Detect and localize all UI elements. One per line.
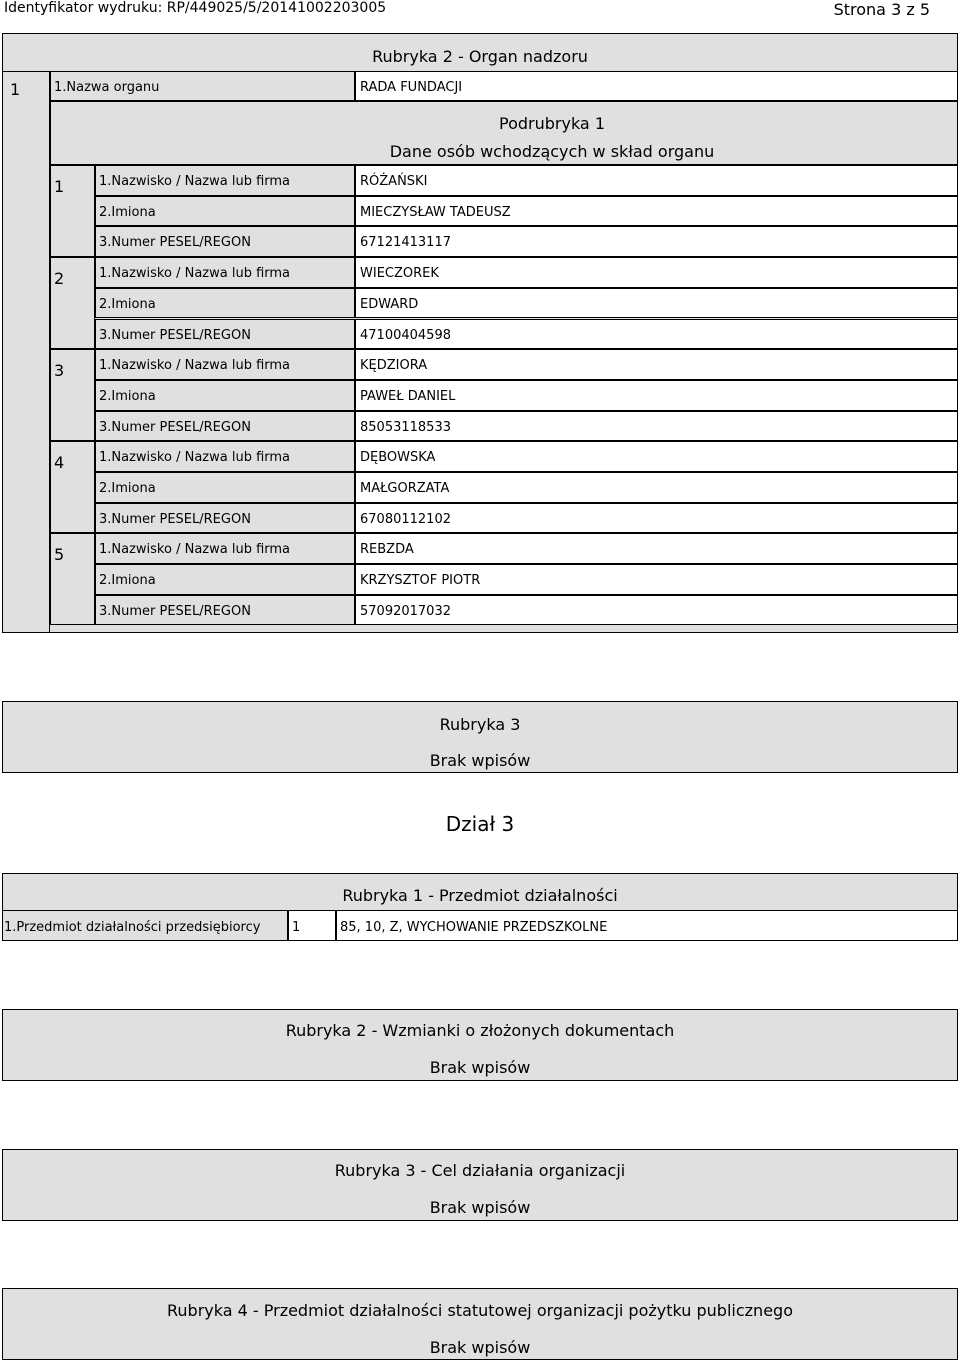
member-names-value: KRZYSZTOF PIOTR bbox=[360, 573, 481, 589]
member-index: 3 bbox=[54, 361, 65, 381]
member-surname-value-cell bbox=[355, 441, 958, 472]
member-surname-label: 1.Nazwisko / Nazwa lub firma bbox=[99, 450, 291, 466]
rubryka3-empty: Brak wpisów bbox=[429, 751, 531, 770]
cel-title: Rubryka 3 - Cel działania organizacji bbox=[334, 1161, 626, 1180]
member-index: 1 bbox=[54, 177, 65, 196]
member-names-label: 2.Imiona bbox=[99, 204, 156, 220]
member-pesel-value: 47100404598 bbox=[360, 327, 451, 343]
member-surname-value: DĘBOWSKA bbox=[360, 450, 436, 466]
member-pesel-value: 57092017032 bbox=[360, 603, 451, 619]
member-pesel-label: 3.Numer PESEL/REGON bbox=[99, 511, 251, 527]
organ-name-value: RADA FUNDACJI bbox=[360, 80, 463, 95]
member-surname-value: WIECZOREK bbox=[360, 266, 439, 282]
member-names-label: 2.Imiona bbox=[99, 388, 156, 404]
organ-title: Rubryka 2 - Organ nadzoru bbox=[372, 47, 588, 66]
wzmianki-empty: Brak wpisów bbox=[429, 1058, 531, 1077]
member-names-label: 2.Imiona bbox=[99, 573, 156, 589]
member-names-value: EDWARD bbox=[360, 296, 419, 312]
member-pesel-value: 67080112102 bbox=[360, 511, 451, 527]
dzial3-title: Dział 3 bbox=[445, 812, 515, 836]
member-surname-value: RÓŻAŃSKI bbox=[360, 174, 428, 189]
cel-empty: Brak wpisów bbox=[429, 1198, 531, 1217]
member-pesel-label: 3.Numer PESEL/REGON bbox=[99, 603, 251, 619]
przedmiot-value: 85, 10, Z, WYCHOWANIE PRZEDSZKOLNE bbox=[340, 920, 608, 935]
subsection-title: Podrubryka 1 bbox=[499, 114, 605, 133]
member-names-label: 2.Imiona bbox=[99, 296, 156, 312]
rubryka3-title: Rubryka 3 bbox=[439, 715, 521, 734]
member-surname-label: 1.Nazwisko / Nazwa lub firma bbox=[99, 266, 291, 282]
member-surname-value-cell bbox=[355, 165, 958, 196]
member-pesel-label: 3.Numer PESEL/REGON bbox=[99, 327, 251, 343]
member-surname-value-cell bbox=[355, 257, 958, 288]
przedmiot-no: 1 bbox=[292, 920, 301, 935]
organ-index-cell bbox=[2, 71, 50, 633]
przedmiot-title: Rubryka 1 - Przedmiot działalności bbox=[342, 886, 618, 905]
opp-title: Rubryka 4 - Przedmiot działalności statutowej organizacji pożytku publicznego bbox=[167, 1301, 793, 1320]
member-surname-value: REBZDA bbox=[360, 542, 414, 558]
organ-index: 1 bbox=[10, 80, 21, 99]
member-index: 5 bbox=[54, 545, 65, 565]
member-names-value: MIECZYSŁAW TADEUSZ bbox=[360, 204, 511, 220]
page-number: Strona 3 z 5 bbox=[833, 0, 930, 19]
member-pesel-label: 3.Numer PESEL/REGON bbox=[99, 235, 251, 251]
organ-name-label: 1.Nazwa organu bbox=[54, 80, 160, 95]
opp-empty: Brak wpisów bbox=[429, 1338, 531, 1357]
member-surname-label: 1.Nazwisko / Nazwa lub firma bbox=[99, 358, 291, 374]
member-surname-value-cell bbox=[355, 349, 958, 380]
print-identifier: Identyfikator wydruku: RP/449025/5/20141002203005 bbox=[4, 0, 387, 16]
member-pesel-value: 67121413117 bbox=[360, 235, 451, 251]
member-index: 2 bbox=[54, 269, 65, 289]
member-surname-label: 1.Nazwisko / Nazwa lub firma bbox=[99, 174, 291, 189]
member-surname-value-cell bbox=[355, 533, 958, 564]
member-index: 4 bbox=[54, 453, 65, 473]
subsection-subtitle: Dane osób wchodzących w skład organu bbox=[389, 142, 715, 161]
member-surname-value: KĘDZIORA bbox=[360, 358, 428, 374]
przedmiot-label: 1.Przedmiot działalności przedsiębiorcy bbox=[4, 920, 261, 935]
wzmianki-title: Rubryka 2 - Wzmianki o złożonych dokumentach bbox=[285, 1021, 675, 1040]
member-names-value-cell bbox=[355, 288, 958, 319]
member-surname-label: 1.Nazwisko / Nazwa lub firma bbox=[99, 542, 291, 558]
member-pesel-value: 85053118533 bbox=[360, 419, 451, 435]
member-names-value: MAŁGORZATA bbox=[360, 481, 450, 496]
member-names-value: PAWEŁ DANIEL bbox=[360, 388, 456, 404]
member-names-label: 2.Imiona bbox=[99, 481, 156, 496]
member-pesel-label: 3.Numer PESEL/REGON bbox=[99, 419, 251, 435]
